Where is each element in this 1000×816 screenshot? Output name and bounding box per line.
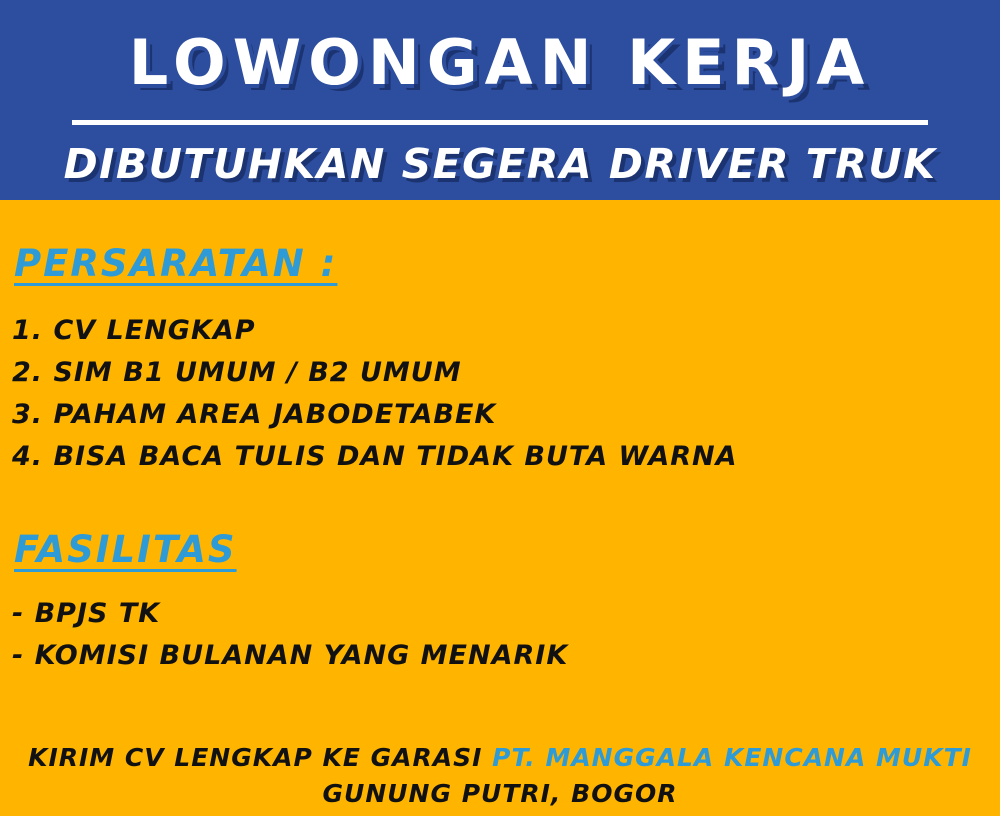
header-band xyxy=(0,0,1000,200)
facilities-list xyxy=(12,593,568,677)
footer-prefix: KIRIM CV LENGKAP KE GARASI xyxy=(28,743,493,772)
page-subtitle: DIBUTUHKAN SEGERA DRIVER TRUK xyxy=(63,140,937,188)
footer-contact xyxy=(0,740,1000,812)
list-item: 4. BISA BACA TULIS DAN TIDAK BUTA WARNA xyxy=(12,441,738,472)
list-item: 3. PAHAM AREA JABODETABEK xyxy=(12,399,497,430)
requirements-list xyxy=(12,310,738,478)
page-title: LOWONGAN KERJA xyxy=(128,26,872,99)
list-item: - BPJS TK xyxy=(12,598,161,629)
title-divider xyxy=(72,120,928,125)
list-item: - KOMISI BULANAN YANG MENARIK xyxy=(12,640,569,671)
facilities-heading: FASILITAS xyxy=(14,528,237,571)
list-item: 1. CV LENGKAP xyxy=(12,315,256,346)
requirements-heading: PERSARATAN : xyxy=(14,242,338,285)
list-item: 2. SIM B1 UMUM / B2 UMUM xyxy=(12,357,462,388)
company-name: PT. MANGGALA KENCANA MUKTI xyxy=(492,743,972,772)
company-location: GUNUNG PUTRI, BOGOR xyxy=(322,779,678,808)
